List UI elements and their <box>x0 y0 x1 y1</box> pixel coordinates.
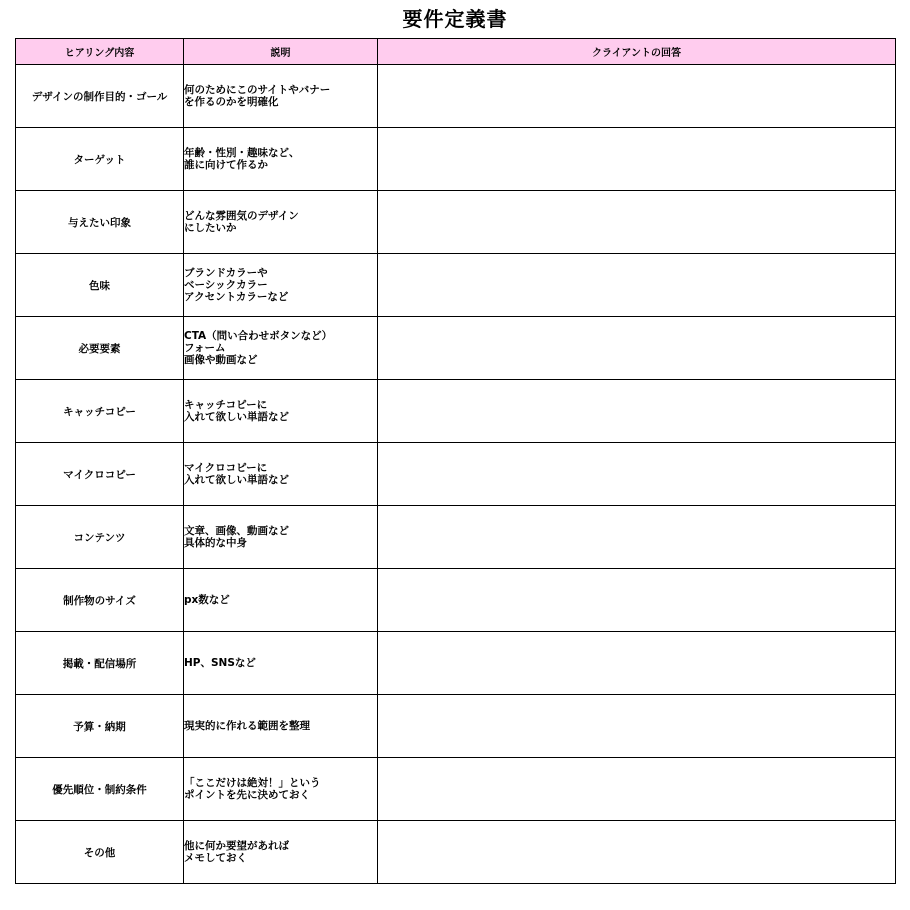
hearing-item-cell: ターゲット <box>16 128 184 191</box>
client-answer-cell[interactable] <box>378 128 896 191</box>
hearing-item-cell: 色味 <box>16 254 184 317</box>
hearing-item-cell: 制作物のサイズ <box>16 569 184 632</box>
client-answer-cell[interactable] <box>378 65 896 128</box>
description-cell <box>184 443 378 506</box>
description-line: 「ここだけは絶対！」という <box>184 777 321 789</box>
description-line: 誰に向けて作るか <box>184 159 268 171</box>
description-line: 入れて欲しい単語など <box>184 474 289 486</box>
description-cell <box>184 632 378 695</box>
table-row <box>16 317 896 380</box>
header-row <box>16 39 896 65</box>
table-row <box>16 506 896 569</box>
hearing-item-cell: デザインの制作目的・ゴール <box>16 65 184 128</box>
hearing-item-cell: その他 <box>16 821 184 884</box>
hearing-item-cell: キャッチコピー <box>16 380 184 443</box>
description-cell <box>184 254 378 317</box>
description-cell <box>184 128 378 191</box>
description-cell <box>184 506 378 569</box>
table-body <box>16 65 896 884</box>
description-cell <box>184 758 378 821</box>
description-line: どんな雰囲気のデザイン <box>184 210 299 222</box>
client-answer-cell[interactable] <box>378 695 896 758</box>
hearing-item-cell: 掲載・配信場所 <box>16 632 184 695</box>
client-answer-cell[interactable] <box>378 632 896 695</box>
description-line: メモしておく <box>184 852 247 864</box>
table-row <box>16 695 896 758</box>
description-line: 年齢・性別・趣味など、 <box>184 147 300 159</box>
table-row <box>16 443 896 506</box>
client-answer-cell[interactable] <box>378 758 896 821</box>
description-line: を作るのかを明確化 <box>184 96 279 108</box>
table-row <box>16 128 896 191</box>
table-row <box>16 380 896 443</box>
table-row <box>16 632 896 695</box>
hearing-item-cell: 与えたい印象 <box>16 191 184 254</box>
description-line: 文章、画像、動画など <box>184 525 289 537</box>
description-line: ベーシックカラー <box>184 279 268 291</box>
table-row <box>16 254 896 317</box>
description-line: HP、SNSなど <box>184 657 256 669</box>
column-header-item: ヒアリング内容 <box>16 39 184 65</box>
client-answer-cell[interactable] <box>378 380 896 443</box>
description-cell <box>184 380 378 443</box>
description-line: フォーム <box>184 342 226 354</box>
description-line: CTA（問い合わせボタンなど） <box>184 330 333 342</box>
description-line: アクセントカラーなど <box>184 291 289 303</box>
client-answer-cell[interactable] <box>378 569 896 632</box>
client-answer-cell[interactable] <box>378 254 896 317</box>
hearing-item-cell: マイクロコピー <box>16 443 184 506</box>
table-header <box>16 39 896 65</box>
description-line: px数など <box>184 594 230 606</box>
table-row <box>16 191 896 254</box>
hearing-item-cell: コンテンツ <box>16 506 184 569</box>
column-header-description: 説明 <box>184 39 378 65</box>
client-answer-cell[interactable] <box>378 443 896 506</box>
client-answer-cell[interactable] <box>378 821 896 884</box>
description-cell <box>184 821 378 884</box>
description-cell <box>184 695 378 758</box>
table-row <box>16 758 896 821</box>
description-line: キャッチコピーに <box>184 399 268 411</box>
description-line: 現実的に作れる範囲を整理 <box>184 720 310 732</box>
description-line: マイクロコピーに <box>184 462 268 474</box>
column-header-client-answer: クライアントの回答 <box>378 39 896 65</box>
description-line: 具体的な中身 <box>184 537 247 549</box>
description-line: にしたいか <box>184 222 237 234</box>
table-row <box>16 569 896 632</box>
description-cell <box>184 191 378 254</box>
description-line: 画像や動画など <box>184 354 258 366</box>
description-cell <box>184 317 378 380</box>
table-row <box>16 65 896 128</box>
description-line: 何のためにこのサイトやバナー <box>184 84 331 96</box>
client-answer-cell[interactable] <box>378 191 896 254</box>
hearing-item-cell: 必要要素 <box>16 317 184 380</box>
hearing-item-cell: 優先順位・制約条件 <box>16 758 184 821</box>
client-answer-cell[interactable] <box>378 317 896 380</box>
description-cell <box>184 65 378 128</box>
requirements-table <box>15 38 896 884</box>
table-row <box>16 821 896 884</box>
page-title: 要件定義書 <box>402 7 508 31</box>
description-line: 他に何か要望があれば <box>184 840 289 852</box>
description-line: ポイントを先に決めておく <box>184 789 310 801</box>
client-answer-cell[interactable] <box>378 506 896 569</box>
description-line: 入れて欲しい単語など <box>184 411 289 423</box>
description-cell <box>184 569 378 632</box>
hearing-item-cell: 予算・納期 <box>16 695 184 758</box>
description-line: ブランドカラーや <box>184 267 268 279</box>
